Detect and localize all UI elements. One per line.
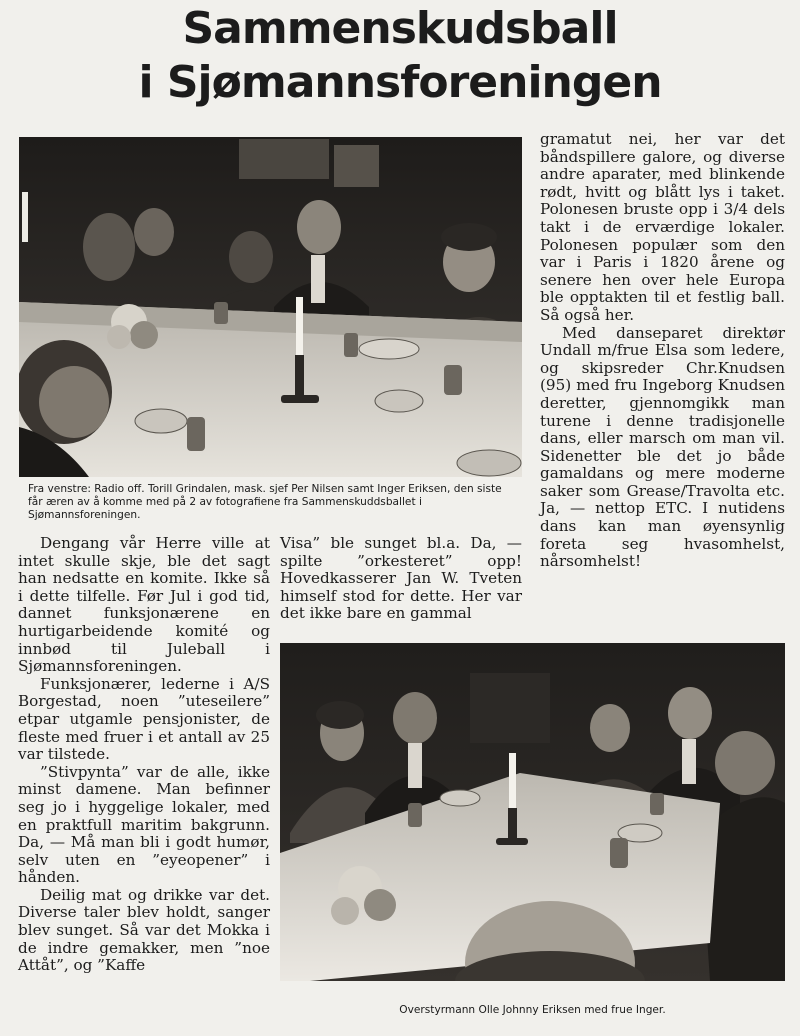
paragraph: Dengang vår Herre ville at intet skulle skje, ble det sagt han nedsatte en komite. Ikke så i dette tilfelle. Før Jul i god tid, dannet funksjonærene en hurtigarbeidende komité og innbød til Juleball i Sjømannsforeningen. [18,534,270,676]
photo-dinner-table [19,137,522,477]
headline-line-1: Sammenskudsball [182,3,618,54]
paragraph: Deilig mat og drikke var det. Diverse taler blev holdt, sanger blev sunget. Så var det Mokka i de indre gemakker, men ”noe Attåt”, og ”Kaffe [18,885,270,975]
paragraph: Med danseparet direktør Undall m/frue Elsa som ledere, og skipsreder Chr.Knudsen (95) med fru Ingeborg Knudsen deretter, gjennomgikk man turene i denne tradisjonelle dans, eller marsch om man vil. Sidenetter ble det jo både gamaldans og mere moderne saker som Grease/Travolta etc. Ja, — nettop ETC. I nutidens dans kan man øyensynlig foreta seg hvasomhelst, nårsomhelst! [540,323,785,571]
paragraph: Visa” ble sunget bl.a. Da, — spilte ”orkesteret” opp! Hovedkasserer Jan W. Tveten himself stod for dette. Her var det ikke bare en gammal [280,534,522,623]
paragraph: Funksjonærer, lederne i A/S Borgestad, noen ”uteseilere” etpar utgamle pensjonister, de fleste med fruer i et antall av 25 var tilstede. [18,674,270,764]
headline [0,2,800,110]
article-column-right [540,131,785,571]
photo2-caption: Overstyrmann Olle Johnny Eriksen med frue Inger. [399,1004,666,1016]
article-column-left [18,535,270,975]
photo1-caption: Fra venstre: Radio off. Torill Grindalen, mask. sjef Per Nilsen samt Inger Eriksen, den siste får æren av å komme med på 2 av fotografiene fra Sammenskuddsballet i Sjømannsforeningen. [28,483,502,521]
paragraph: gramatut nei, her var det båndspillere galore, og diverse andre aparater, med blinkende rødt, hvitt og blått lys i taket. Polonesen bruste opp i 3/4 dels takt i de erværdige lokaler. Polonesen populær som den var i Paris i 1820 årene og senere hen over hele Europa ble opptakten til et festlig ball. Så også her. [540,130,785,324]
headline-line-2: i Sjømannsforeningen [138,57,662,108]
photo-officer-with-wife [280,643,785,981]
paragraph: ”Stivpynta” var de alle, ikke minst damene. Man befinner seg jo i hyggelige lokaler, med en praktfull maritim bakgrunn. Da, — Må man bli i godt humør, selv uten en ”eyeopener” i hånden. [18,762,270,887]
article-column-middle [280,535,522,623]
